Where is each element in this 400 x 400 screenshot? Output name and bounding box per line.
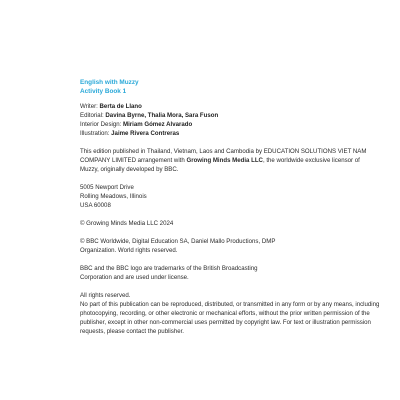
credit-illustration: Illustration: Jaime Rivera Contreras xyxy=(80,130,180,137)
address-line-1: 5005 Newport Drive xyxy=(80,184,134,191)
rights-text: No part of this publication can be reproduced, distributed, or transmitted in any form or by any means, including photocopying, recording, or other electronic or mechanical efforts, without the prior written permission of the publisher, except in other non-commercial uses permitted by copyright law. For text or illustration permission requests, please contact the publisher. xyxy=(80,301,380,335)
credit-editorial: Editorial: Davina Byrne, Thalia Mora, Sara Fuson xyxy=(80,112,219,119)
publisher-address xyxy=(80,183,360,210)
bbc-rights-notice: © BBC Worldwide, Digital Education SA, Daniel Mallo Productions, DMP Organization. World rights reserved. xyxy=(80,238,276,254)
credit-writer: Writer: Berta de Llano xyxy=(80,103,142,110)
book-title: English with Muzzy xyxy=(80,79,139,86)
address-line-2: Rolling Meadows, Illinois xyxy=(80,193,147,200)
address-line-3: USA 60008 xyxy=(80,202,111,209)
edition-notice: This edition published in Thailand, Vietnam, Laos and Cambodia by EDUCATION SOLUTIONS VIET NAM COMPANY LIMITED arrangement with Growing Minds Media LLC, the worldwide exclusive licensor of Muzzy, originally developed by BBC. xyxy=(80,148,367,173)
trademark-notice: BBC and the BBC logo are trademarks of the British Broadcasting Corporation and are used under license. xyxy=(80,265,258,281)
copyright-line: © Growing Minds Media LLC 2024 xyxy=(80,220,174,227)
book-subtitle: Activity Book 1 xyxy=(80,88,127,95)
credits-list xyxy=(80,102,360,138)
credit-interior-design: Interior Design: Miriam Gómez Alvarado xyxy=(80,121,193,128)
rights-title: All rights reserved. xyxy=(80,292,131,299)
